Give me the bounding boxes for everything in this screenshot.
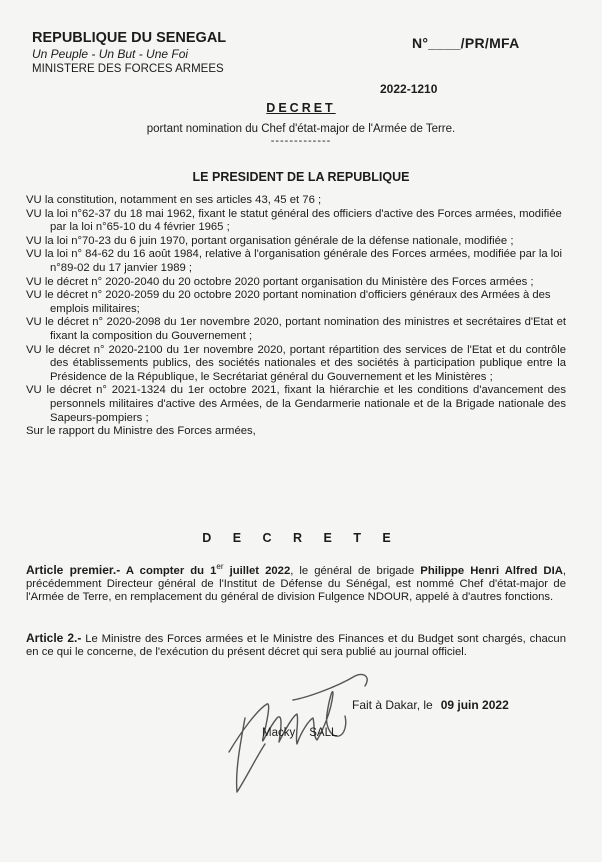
visa-item: VU le décret n° 2020-2040 du 20 octobre 2020 portant organisation du Ministère des Forces armées ;: [26, 275, 534, 288]
reference-number: N°____/PR/MFA: [412, 35, 520, 51]
visa-item: VU la loi n° 84-62 du 16 août 1984, relative à l'organisation générale des Forces armées, modifiée par la loi n°89-02 du 17 janvier 1989 ;: [26, 248, 563, 274]
article-2-text: Le Ministre des Forces armées et le Ministre des Finances et du Budget sont chargés, chacun en ce qui le concerne, de l'exécution du présent décret qui sera publié au journal officiel.: [26, 633, 567, 659]
sur-rapport: Sur le rapport du Ministre des Forces armées,: [26, 425, 256, 438]
decrete-heading: D E C R E T E: [202, 531, 400, 545]
visa-item: VU le décret n° 2020-2059 du 20 octobre 2020 portant nomination d'officiers généraux des Armées à des emplois militaires;: [26, 289, 551, 315]
decree-subject: portant nomination du Chef d'état-major de l'Armée de Terre.: [146, 123, 456, 135]
signer-first-name: Macky: [262, 727, 296, 739]
article-premier-sup: er: [216, 562, 224, 571]
decree-title: [0, 101, 602, 115]
article-premier-label: Article premier.-: [26, 562, 121, 577]
article-premier-date-b: juillet 2022: [223, 564, 291, 577]
national-motto: Un Peuple - Un But - Une Foi: [32, 47, 189, 61]
decree-number: 2022-1210: [380, 82, 438, 96]
article-premier-text-a: , le général de brigade: [290, 564, 421, 577]
visa-item: VU la constitution, notamment en ses articles 43, 45 et 76 ;: [26, 194, 322, 206]
article-2-label: Article 2.-: [26, 631, 82, 645]
place: Fait à Dakar, le: [352, 698, 433, 712]
visas-list: [26, 194, 566, 439]
article-2: [26, 632, 566, 659]
visa-item: VU le décret n° 2020-2100 du 1er novembre 2020, portant répartition des services de l'Etat et du contrôle des établissements publics, des sociétés nationales et des sociétés à participation publique entre la Présidence de la République, le Secrétariat général du Gouvernement et les Ministères ;: [26, 343, 566, 383]
title-separator: -------------: [270, 135, 332, 147]
signing-date: 09 juin 2022: [440, 698, 509, 712]
president-heading: LE PRESIDENT DE LA REPUBLIQUE: [192, 170, 410, 184]
visa-item: VU le décret n° 2021-1324 du 1er octobre 2021, fixant la hiérarchie et les conditions d'avancement des personnels militaires d'active des Armées, de la Gendarmerie nationale et de la Brigade nationale des Sapeurs-pompiers ;: [26, 384, 566, 424]
appointee-name: Philippe Henri Alfred DIA: [420, 564, 563, 577]
decree-title-text: DECRET: [266, 101, 336, 115]
visa-item: VU la loi n°62-37 du 18 mai 1962, fixant le statut général des officiers d'active des Forces armées, modifiée par la loi n°65-10 du 4 février 1965 ;: [26, 207, 562, 234]
visa-item: VU le décret n° 2020-2098 du 1er novembre 2020, portant nomination des ministres et secrétaires d'Etat et fixant la composition du Gouvernement ;: [26, 316, 566, 342]
article-premier: [26, 560, 566, 604]
republic-name: REPUBLIQUE DU SENEGAL: [32, 30, 227, 46]
ministry-name: MINISTERE DES FORCES ARMEES: [32, 63, 224, 75]
signer-name: [262, 727, 337, 739]
article-premier-text-b: , précédemment Directeur général de l'Institut de Défense du Sénégal, est nommé Chef d'état-major de l'Armée de Terre, en remplacement du général de division Fulgence NDOUR, appelé à d'autres fonctions.: [26, 564, 567, 604]
visa-item: VU la loi n°70-23 du 6 juin 1970, portant organisation générale de la défense nationale, modifiée ;: [26, 234, 514, 247]
article-premier-date-a: A compter du 1: [120, 564, 217, 577]
signer-last-name: SALL: [309, 727, 338, 739]
